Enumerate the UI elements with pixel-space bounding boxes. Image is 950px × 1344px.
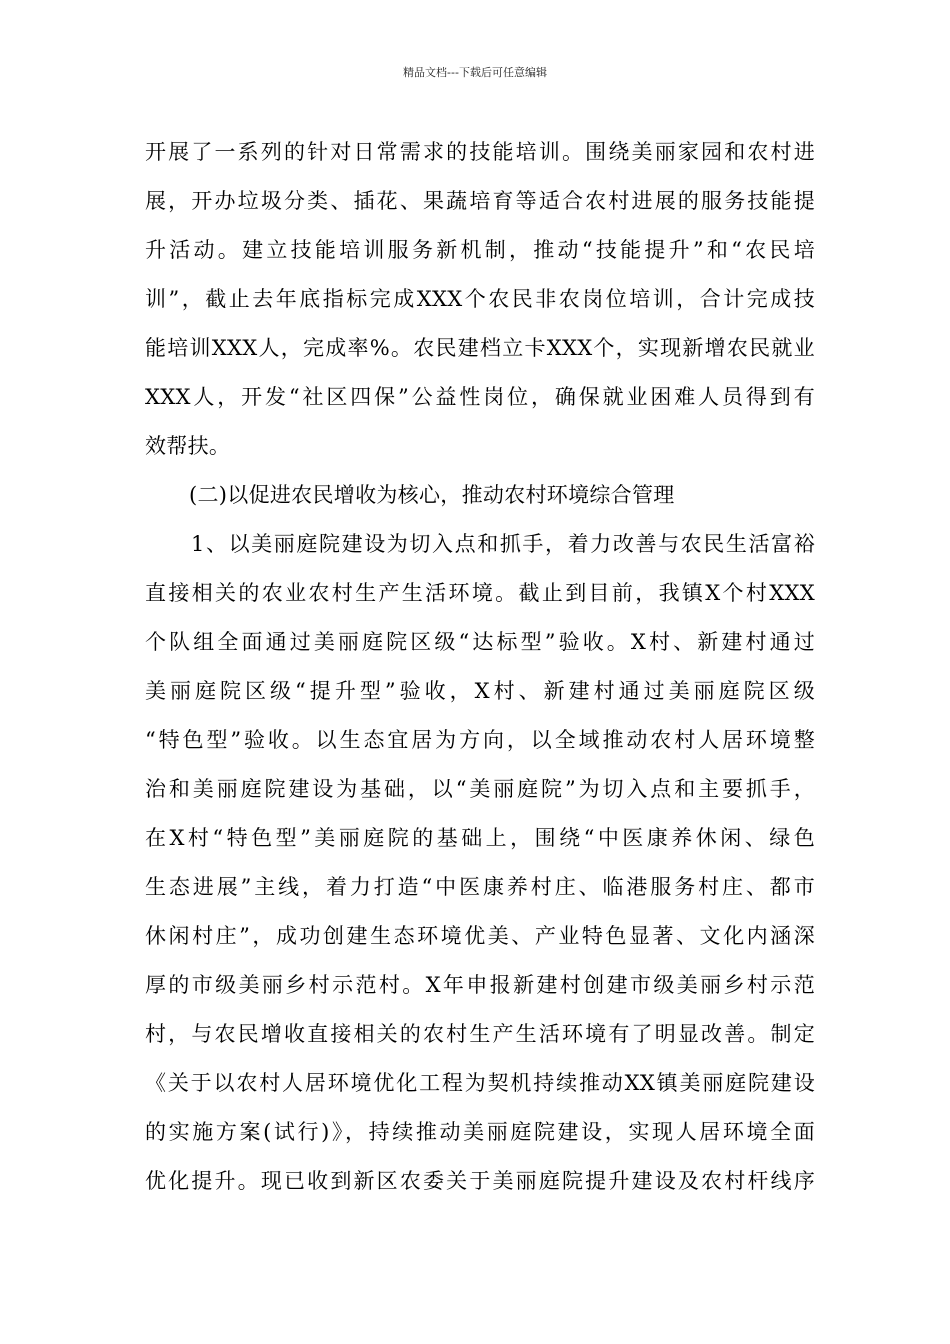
body-line: 美丽庭院区级“提升型”验收，X村、新建村通过美丽庭院区级 [145,679,815,703]
body-line: 生态进展”主线，着力打造“中医康养村庄、临港服务村庄、都市 [145,875,815,899]
body-line: “特色型”验收。以生态宜居为方向，以全域推动农村人居环境整 [145,728,815,752]
body-line: 《关于以农村人居环境优化工程为契机持续推动XX镇美丽庭院建设 [145,1071,815,1095]
body-line: 优化提升。现已收到新区农委关于美丽庭院提升建设及农村杆线序 [145,1169,815,1193]
section-heading: (二)以促进农民增收为核心，推动农村环境综合管理 [189,483,675,507]
body-line: 1、以美丽庭院建设为切入点和抓手，着力改善与农民生活富裕 [191,532,815,556]
body-line: 能培训XXX人，完成率%。农民建档立卡XXX个，实现新增农民就业 [145,336,815,360]
body-line: 开展了一系列的针对日常需求的技能培训。围绕美丽家园和农村进 [145,140,815,164]
body-line: 效帮扶。 [145,434,231,458]
body-line: 村，与农民增收直接相关的农村生产生活环境有了明显改善。制定 [145,1022,815,1046]
body-line: 展，开办垃圾分类、插花、果蔬培育等适合农村进展的服务技能提 [145,189,815,213]
body-line: 的实施方案(试行)》，持续推动美丽庭院建设，实现人居环境全面 [145,1120,815,1144]
body-line: 治和美丽庭院建设为基础，以“美丽庭院”为切入点和主要抓手， [145,777,815,801]
body-line: XXX人，开发“社区四保”公益性岗位，确保就业困难人员得到有 [145,385,815,409]
document-body [145,132,815,1210]
body-line: 训”，截止去年底指标完成XXX个农民非农岗位培训，合计完成技 [145,287,815,311]
body-line: 在X村“特色型”美丽庭院的基础上，围绕“中医康养休闲、绿色 [145,826,815,850]
body-line: 休闲村庄”，成功创建生态环境优美、产业特色显著、文化内涵深 [145,924,815,948]
body-line: 厚的市级美丽乡村示范村。X年申报新建村创建市级美丽乡村示范 [145,973,815,997]
body-line: 个队组全面通过美丽庭院区级“达标型”验收。X村、新建村通过 [145,630,815,654]
body-line: 升活动。建立技能培训服务新机制，推动“技能提升”和“农民培 [145,238,815,262]
page-header: 精品文档---下载后可任意编辑 [403,66,547,79]
body-line: 直接相关的农业农村生产生活环境。截止到目前，我镇X个村XXX [145,581,815,605]
